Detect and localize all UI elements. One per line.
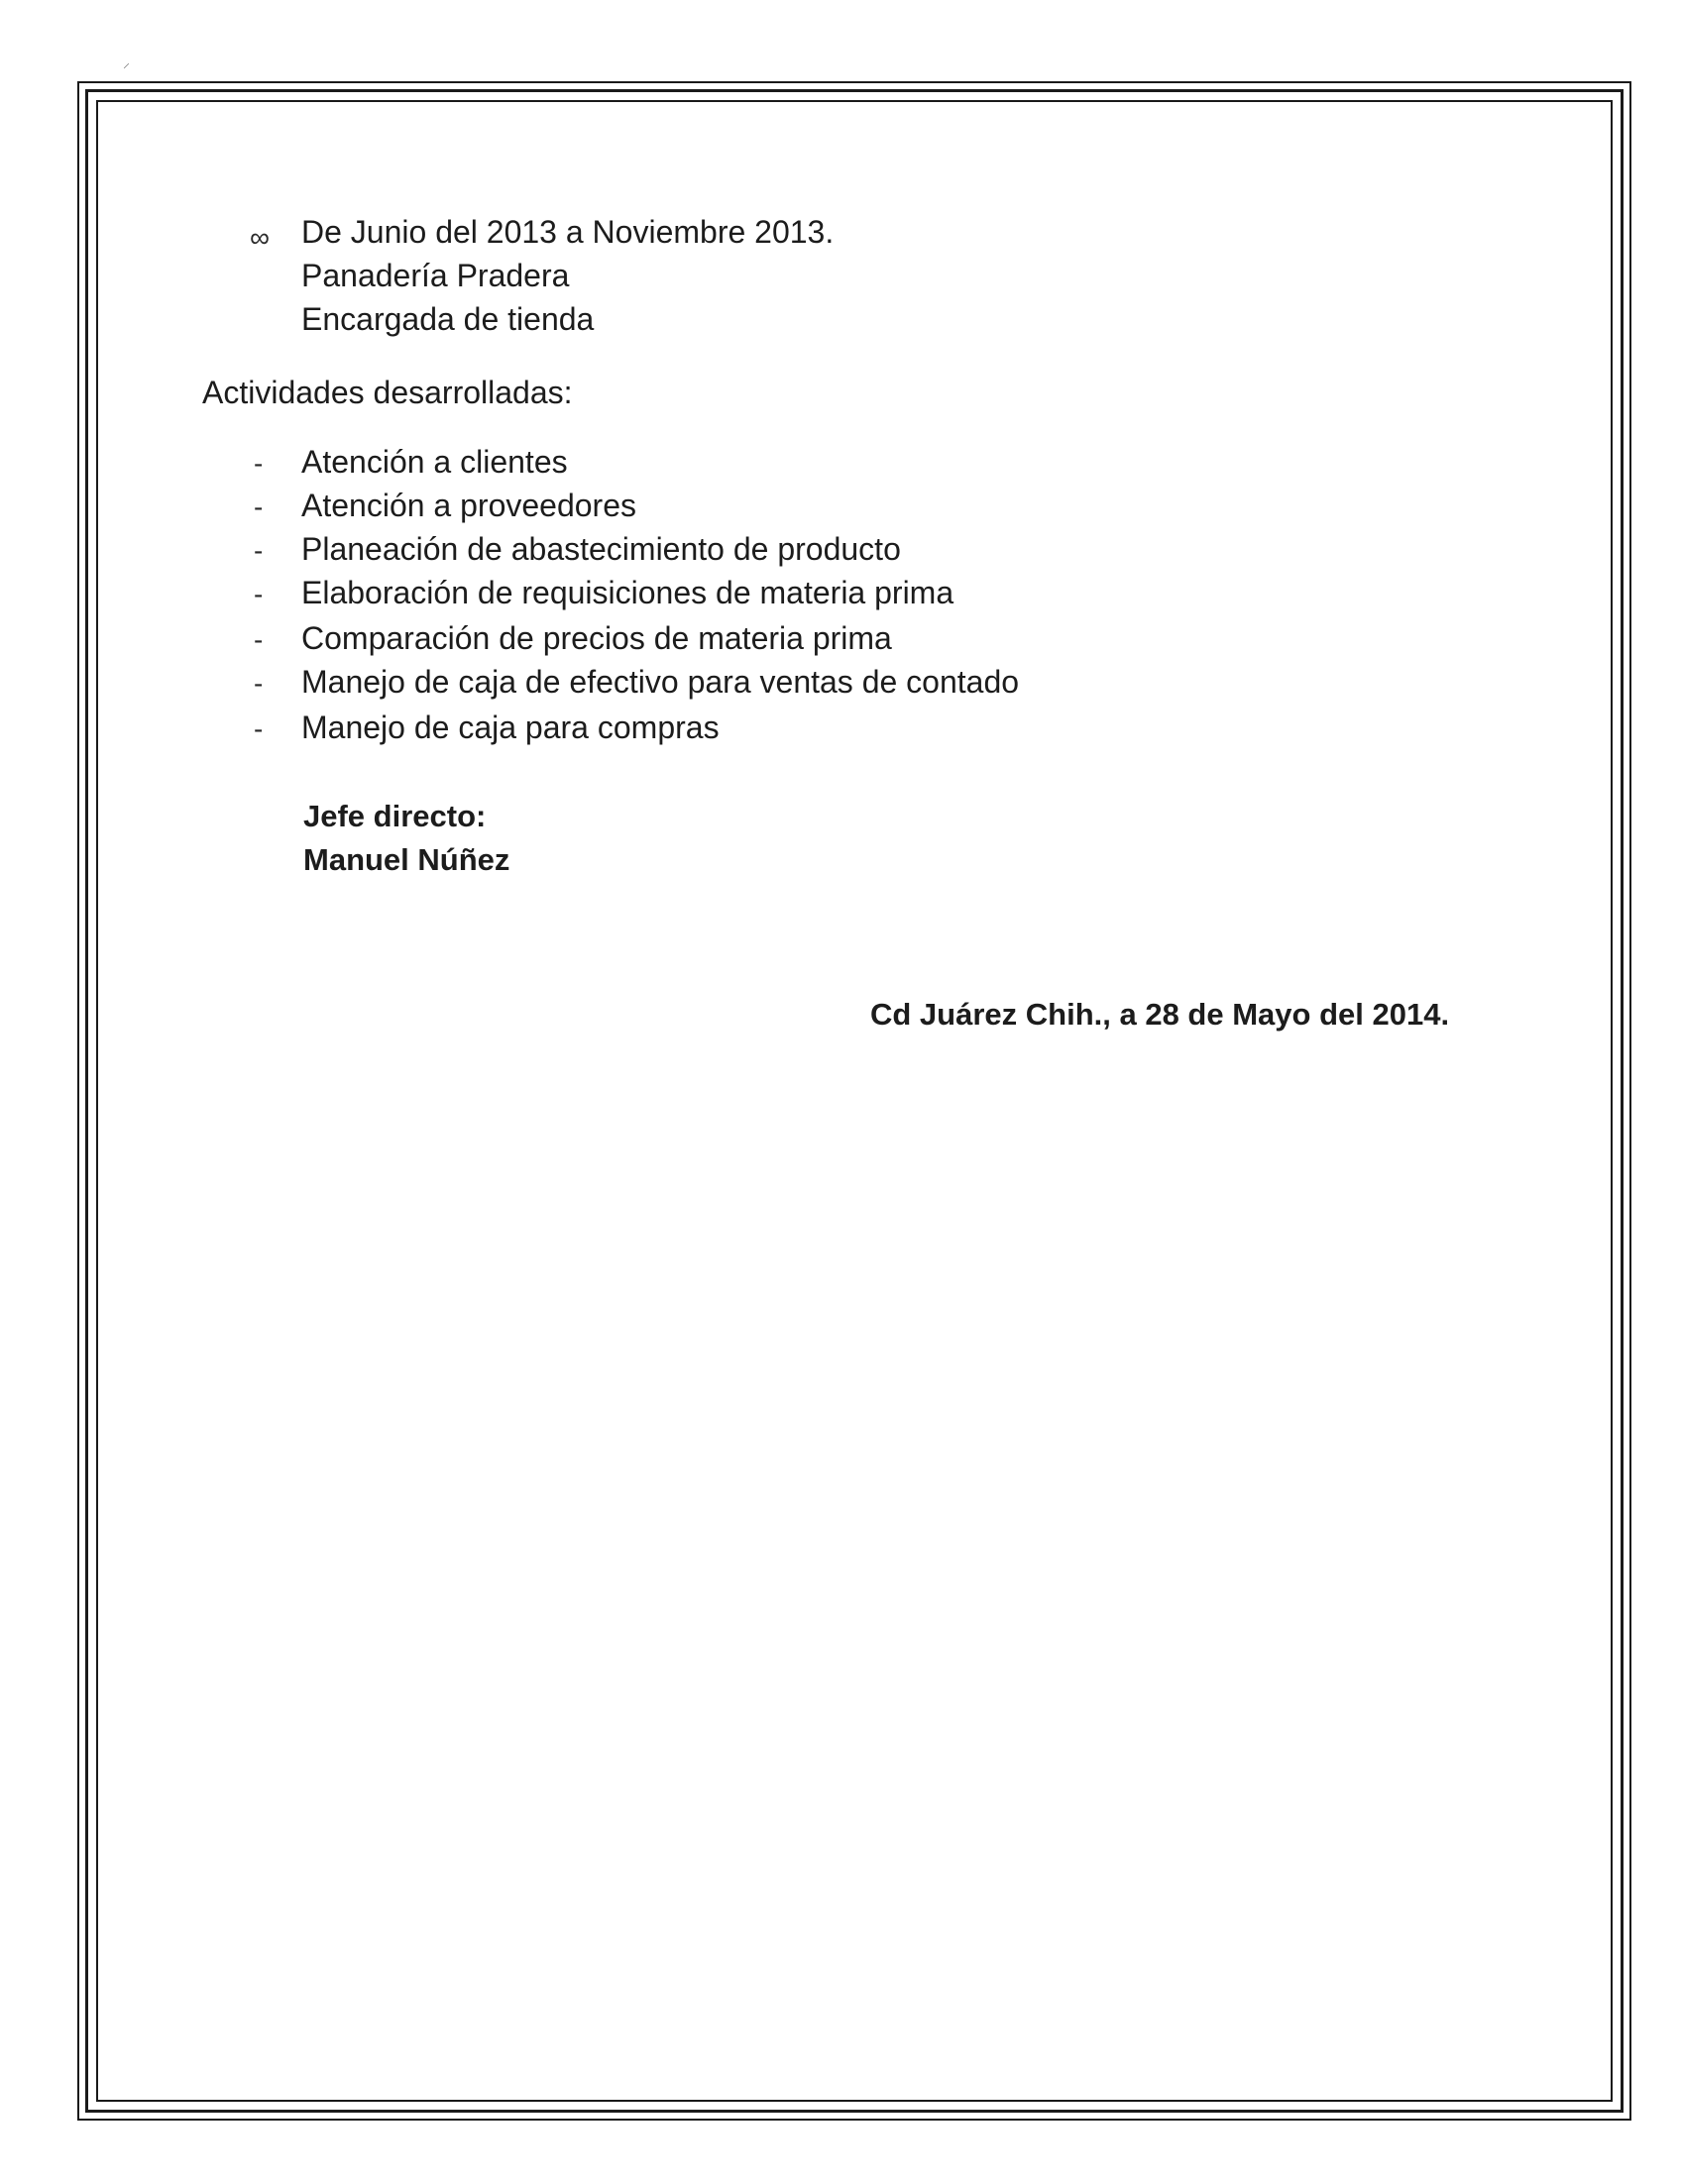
entry-bullet-icon: ∞ — [250, 222, 270, 253]
list-dash-icon: - — [254, 491, 264, 522]
list-dash-icon: - — [254, 448, 264, 479]
list-item: Elaboración de requisiciones de materia prima — [301, 575, 954, 610]
supervisor-label: Jefe directo: — [303, 799, 487, 833]
list-item: Manejo de caja para compras — [301, 710, 720, 745]
closing-place-date: Cd Juárez Chih., a 28 de Mayo del 2014. — [870, 997, 1450, 1032]
list-dash-icon: - — [254, 535, 264, 566]
list-item: Atención a proveedores — [301, 488, 636, 523]
list-dash-icon: - — [254, 668, 264, 699]
list-dash-icon: - — [254, 713, 264, 744]
supervisor-name: Manuel Núñez — [303, 842, 510, 877]
entry-period: De Junio del 2013 a Noviembre 2013. — [301, 214, 835, 250]
entry-company: Panadería Pradera — [301, 258, 570, 293]
list-dash-icon: - — [254, 579, 264, 609]
activities-heading: Actividades desarrolladas: — [202, 375, 573, 410]
list-item: Atención a clientes — [301, 444, 568, 480]
list-item: Planeación de abastecimiento de producto — [301, 531, 901, 567]
list-dash-icon: - — [254, 624, 264, 655]
list-item: Manejo de caja de efectivo para ventas de contado — [301, 664, 1020, 700]
scan-speck: ⸝ — [123, 55, 130, 70]
entry-position: Encargada de tienda — [301, 301, 595, 337]
list-item: Comparación de precios de materia prima — [301, 620, 892, 656]
